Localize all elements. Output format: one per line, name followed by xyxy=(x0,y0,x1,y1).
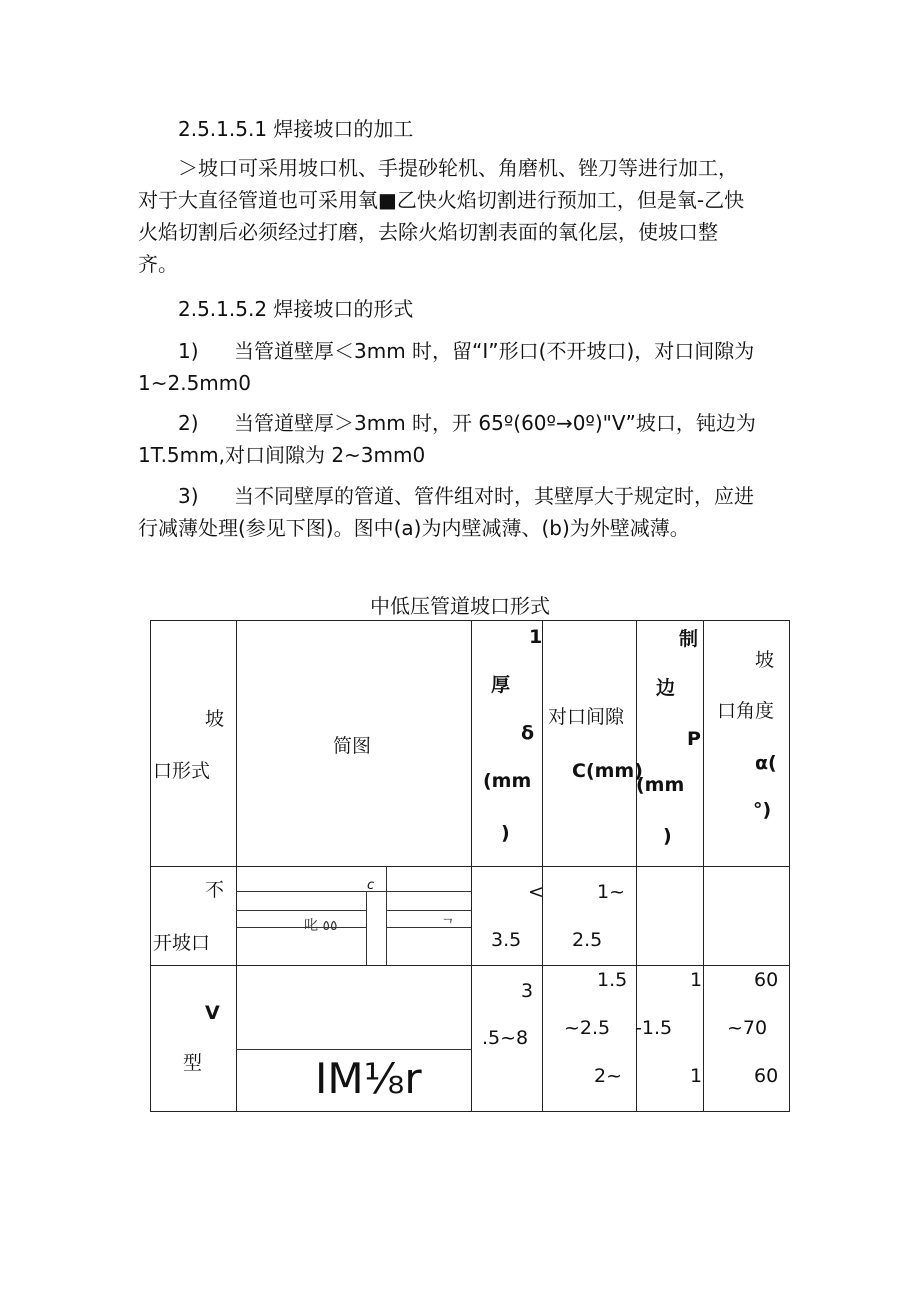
header-blunt-d: (mm xyxy=(636,774,685,796)
paragraph-line: 行减薄处理(参见下图)。图中(a)为内壁减薄、(b)为外壁减薄。 xyxy=(138,516,690,540)
row2-type-a: V xyxy=(205,1002,220,1024)
row2-blunt-b: -1.5 xyxy=(635,1017,673,1039)
sketch-fragment: ᄀ xyxy=(441,918,455,934)
sketch-fragment: 叱 ٥٥ xyxy=(304,918,338,934)
row2-thickness-b: .5~8 xyxy=(482,1027,529,1049)
row2-gap-b: ~2.5 xyxy=(564,1017,611,1039)
row2-type-b: 型 xyxy=(183,1052,203,1074)
sketch-line xyxy=(236,891,471,892)
header-thickness-c: δ xyxy=(521,722,535,744)
row2-angle-b: ~70 xyxy=(727,1017,768,1039)
row1-type-b: 开坡口 xyxy=(153,932,211,954)
header-gap-b: C(mm) xyxy=(572,760,643,782)
row1-type-a: 不 xyxy=(205,879,225,901)
header-angle-c: α( xyxy=(755,752,777,774)
sketch-line xyxy=(386,910,471,911)
header-sketch: 简图 xyxy=(333,735,372,757)
header-angle-d: °) xyxy=(753,799,772,821)
row1-gap-a: 1~ xyxy=(597,881,626,903)
header-blunt-e: ) xyxy=(663,825,672,847)
header-blunt-a: 制 xyxy=(679,628,699,650)
table-row-divider xyxy=(151,965,789,966)
row1-gap-b: 2.5 xyxy=(572,929,603,951)
list-text: 当不同壁厚的管道、管件组对时，其壁厚大于规定时，应进 xyxy=(234,484,754,508)
paragraph-line: 齐。 xyxy=(138,252,178,276)
section-heading-2-5-1-5-1: 2.5.1.5.1 焊接坡口的加工 xyxy=(178,117,414,141)
list-item-1 xyxy=(178,336,754,367)
row2-gap-a: 1.5 xyxy=(597,969,628,991)
header-angle-b: 口角度 xyxy=(717,700,775,722)
header-thickness-d: (mm xyxy=(483,770,532,792)
header-gap-a: 对口间隙 xyxy=(548,706,625,728)
list-number: 1) xyxy=(178,339,199,363)
paragraph-line: 对于大直径管道也可采用氧■乙快火焰切割进行预加工，但是氧-乙快 xyxy=(138,188,745,212)
section-heading-2-5-1-5-2: 2.5.1.5.2 焊接坡口的形式 xyxy=(178,297,414,321)
row2-sketch-text: IM⅛r xyxy=(315,1054,422,1103)
row1-thickness-a: < xyxy=(528,881,544,903)
row2-blunt-a: 1 xyxy=(690,969,703,991)
list-item-2 xyxy=(178,408,756,439)
row2-gap-c: 2~ xyxy=(594,1065,623,1087)
row2-blunt-c: 1 xyxy=(690,1065,703,1087)
paragraph-line: 1T.5mm,对口间隙为 2~3mm0 xyxy=(138,443,426,467)
row1-sketch xyxy=(236,866,471,965)
list-text: 当管道壁厚＞3mm 时，开 65º(60º→0º)"V”坡口，钝边为 xyxy=(234,411,756,435)
header-thickness-a: 1 xyxy=(529,626,543,648)
paragraph-line: 火焰切割后必须经过打磨，去除火焰切割表面的氧化层，使坡口整 xyxy=(138,220,718,244)
header-blunt-b: 边 xyxy=(656,677,676,699)
paragraph-line: 1~2.5mm0 xyxy=(138,371,251,395)
paragraph-line: ＞坡口可采用坡口机、手提砂轮机、角磨机、锉刀等进行加工， xyxy=(178,156,738,180)
sketch-gap-label: c xyxy=(367,878,375,893)
sketch-line xyxy=(236,1049,471,1050)
header-blunt-c: P xyxy=(687,728,701,750)
header-thickness-b: 厚 xyxy=(491,674,511,696)
header-angle-a: 坡 xyxy=(755,649,775,671)
sketch-line xyxy=(236,927,366,928)
list-number: 2) xyxy=(178,411,199,435)
row2-angle-a: 60 xyxy=(754,969,779,991)
list-text: 当管道壁厚＜3mm 时，留“I”形口(不开坡口)，对口间隙为 xyxy=(234,339,755,363)
header-groove-type-b: 口形式 xyxy=(153,760,211,782)
row2-thickness-a: 3 xyxy=(521,980,534,1002)
row1-thickness-b: 3.5 xyxy=(491,929,522,951)
header-groove-type-a: 坡 xyxy=(205,708,225,730)
list-item-3 xyxy=(178,481,754,512)
groove-form-table xyxy=(150,620,790,1112)
sketch-line xyxy=(366,891,367,965)
list-number: 3) xyxy=(178,484,199,508)
sketch-line xyxy=(386,927,471,928)
header-thickness-e: ) xyxy=(501,822,510,844)
sketch-line xyxy=(236,910,366,911)
table-caption: 中低压管道坡口形式 xyxy=(370,594,550,618)
row2-angle-c: 60 xyxy=(754,1065,779,1087)
sketch-line xyxy=(386,866,387,965)
